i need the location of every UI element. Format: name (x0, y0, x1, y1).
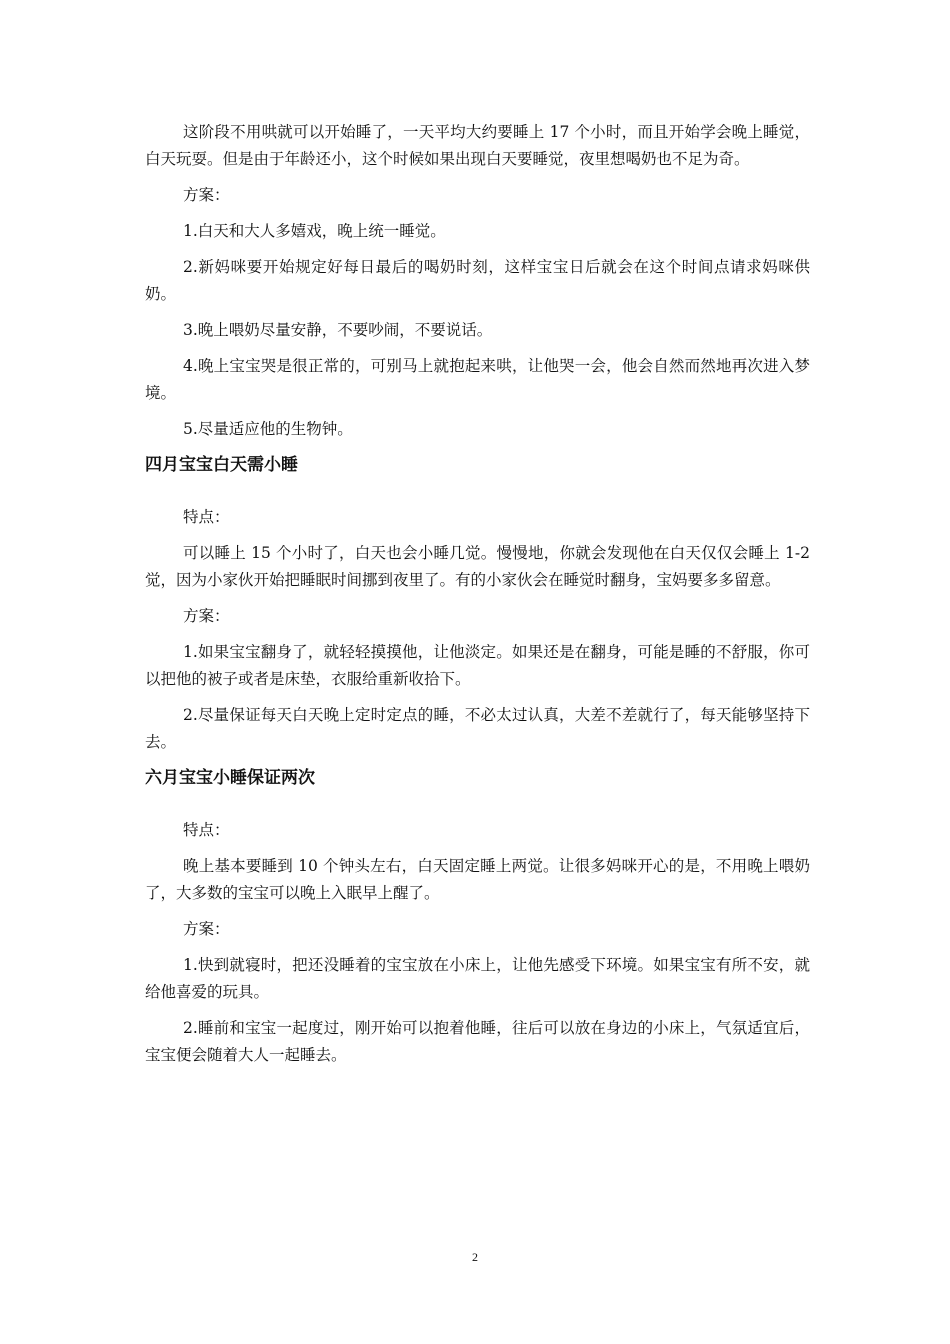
page-number: 2 (472, 1250, 478, 1264)
paragraph: 这阶段不用哄就可以开始睡了，一天平均大约要睡上 17 个小时，而且开始学会晚上睡觉，白天玩耍。但是由于年龄还小，这个时候如果出现白天要睡觉，夜里想喝奶也不足为奇。 (145, 123, 810, 168)
section-heading: 四月宝宝白天需小睡 (145, 455, 298, 475)
paragraph: 特点： (183, 508, 230, 526)
paragraph: 方案： (183, 186, 230, 204)
paragraph: 特点： (183, 821, 230, 839)
paragraph: 5.尽量适应他的生物钟。 (183, 420, 353, 438)
document-page (145, 119, 810, 1078)
paragraph: 1.如果宝宝翻身了，就轻轻摸摸他，让他淡定。如果还是在翻身，可能是睡的不舒服，你可以把他的被子或者是床垫，衣服给重新收拾下。 (145, 643, 810, 688)
paragraph: 晚上基本要睡到 10 个钟头左右，白天固定睡上两觉。让很多妈咪开心的是，不用晚上喂奶了，大多数的宝宝可以晚上入眠早上醒了。 (145, 857, 810, 902)
paragraph: 2.尽量保证每天白天晚上定时定点的睡，不必太过认真，大差不差就行了，每天能够坚持下去。 (145, 706, 810, 751)
paragraph: 1.白天和大人多嬉戏，晚上统一睡觉。 (183, 222, 446, 240)
paragraph: 2.新妈咪要开始规定好每日最后的喝奶时刻，这样宝宝日后就会在这个时间点请求妈咪供奶。 (145, 258, 810, 303)
section-heading: 六月宝宝小睡保证两次 (145, 768, 315, 788)
paragraph: 方案： (183, 920, 230, 938)
paragraph: 方案： (183, 607, 230, 625)
paragraph: 1.快到就寝时，把还没睡着的宝宝放在小床上，让他先感受下环境。如果宝宝有所不安，就给他喜爱的玩具。 (145, 956, 810, 1001)
paragraph: 可以睡上 15 个小时了，白天也会小睡几觉。慢慢地，你就会发现他在白天仅仅会睡上 1-2 觉，因为小家伙开始把睡眠时间挪到夜里了。有的小家伙会在睡觉时翻身，宝妈要多多留意。 (145, 544, 810, 589)
paragraph: 4.晚上宝宝哭是很正常的，可别马上就抱起来哄，让他哭一会，他会自然而然地再次进入梦境。 (145, 357, 810, 402)
paragraph: 2.睡前和宝宝一起度过，刚开始可以抱着他睡，往后可以放在身边的小床上，气氛适宜后，宝宝便会随着大人一起睡去。 (145, 1019, 810, 1064)
paragraph: 3.晚上喂奶尽量安静，不要吵闹，不要说话。 (183, 321, 493, 339)
